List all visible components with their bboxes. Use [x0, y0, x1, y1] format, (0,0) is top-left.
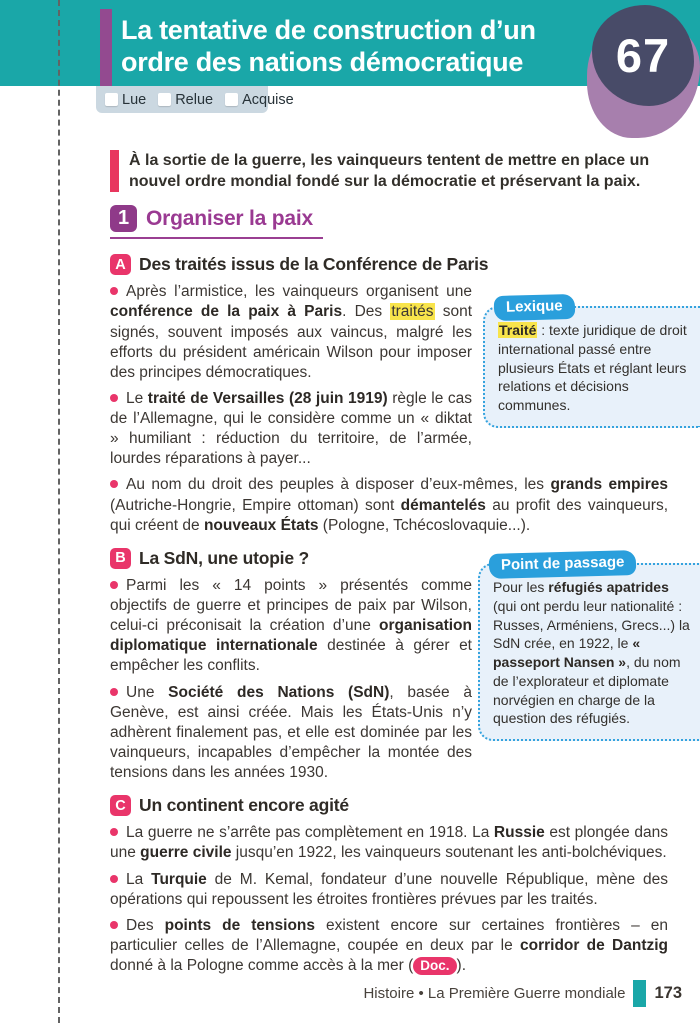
- footer-accent-bar: [633, 980, 646, 1007]
- subsection-b-title: La SdN, une utopie ?: [139, 547, 310, 568]
- checkitem-lue: [105, 92, 146, 108]
- bullet-dot-icon: [110, 581, 118, 589]
- footer-chapter-label: Histoire • La Première Guerre mondiale: [363, 985, 626, 1002]
- checkbox-acquise[interactable]: [225, 93, 238, 106]
- bullet-dot-icon: [110, 480, 118, 488]
- page-footer: [363, 980, 682, 1007]
- page-title-line1: La tentative de construction d’un: [121, 15, 536, 45]
- intro-accent-bar: [110, 150, 119, 192]
- bullet-b2: Une Société des Nations (SdN), basée à Genève, est ainsi créée. Mais les États-Unis n’y adhèrent finalement pas, et elle est dominée par les vainqueurs, incapables d’empêcher la montée des tensions dans les années 1930.: [110, 683, 472, 782]
- footer-page-number: 173: [654, 984, 682, 1002]
- point-de-passage-box: [478, 553, 700, 741]
- subsection-c-title: Un continent encore agité: [139, 795, 349, 816]
- chapter-intro: [110, 150, 668, 192]
- cut-dashed-line: [58, 0, 60, 1023]
- section-1-number: 1: [110, 205, 137, 232]
- progress-checkbar: [96, 86, 294, 113]
- checkbox-lue[interactable]: [105, 93, 118, 106]
- section-1-heading: [110, 205, 323, 239]
- bullet-dot-icon: [110, 921, 118, 929]
- subsection-c-heading: [110, 795, 668, 816]
- checkitem-relue: [158, 92, 213, 108]
- subsection-a-title: Des traités issus de la Conférence de Paris: [139, 254, 489, 275]
- bullet-c3: Des points de tensions existent encore sur certaines frontières – en particulier celles de l’Allemagne, coupée en deux par le corridor de Dantzig donné à la Pologne comme accès à la mer ( Doc. ).: [110, 916, 668, 975]
- checkbox-relue-label: Relue: [175, 91, 214, 108]
- bullet-b1: Parmi les « 14 points » présentés comme objectifs de guerre et principes de paix par Wilson, celui-ci préconisait la création d’une organisation diplomatique internationale destinée à gérer et empêcher les conflits.: [110, 576, 472, 675]
- checkitem-acquise: [225, 92, 294, 108]
- subsection-c-badge: C: [110, 795, 131, 816]
- page-title-line2: ordre des nations démocratique: [121, 46, 524, 77]
- subsection-a-heading: [110, 254, 668, 275]
- checkbox-acquise-label: Acquise: [242, 91, 294, 108]
- point-de-passage-tab: Point de passage: [489, 550, 637, 579]
- bullet-a1: Après l’armistice, les vainqueurs organisent une conférence de la paix à Paris. Des traités sont signés, souvent imposés aux vaincus, malgré les efforts du président américain Wilson pour imposer des principes démocratiques.: [110, 283, 472, 381]
- title-accent-bar: [100, 9, 112, 86]
- bullet-c1: La guerre ne s’arrête pas complètement en 1918. La Russie est plongée dans une guerre civile jusqu’en 1922, les vainqueurs soutenant les anti-bolchéviques.: [110, 824, 668, 862]
- bullet-dot-icon: [110, 287, 118, 295]
- lexique-tab: Lexique: [494, 294, 575, 321]
- intro-text: À la sortie de la guerre, les vainqueurs tentent de mettre en place un nouvel ordre mondial fondé sur la démocratie et préservant la paix.: [129, 152, 650, 191]
- bullet-dot-icon: [110, 875, 118, 883]
- page-title: [121, 15, 536, 78]
- subsection-b-badge: B: [110, 548, 131, 569]
- doc-reference-badge[interactable]: Doc.: [413, 957, 456, 975]
- checkbox-lue-label: Lue: [122, 91, 147, 108]
- bullet-a2: Le traité de Versailles (28 juin 1919) règle le cas de l’Allemagne, qui le considère comme un « diktat » humiliant : réduction du territoire, de l’armée, lourdes réparations à payer...: [110, 389, 472, 468]
- bullet-dot-icon: [110, 394, 118, 402]
- section-1-title: Organiser la paix: [146, 206, 314, 230]
- lexique-content: Traité : texte juridique de droit international passé entre plusieurs États et réglant leurs relations et décisions communes.: [498, 322, 687, 413]
- subsection-a-badge: A: [110, 254, 131, 275]
- lexique-box: [483, 297, 700, 428]
- point-de-passage-content: Pour les réfugiés apatrides (qui ont perdu leur nationalité : Russes, Arméniens, Grecs...) la SdN crée, en 1922, le « passeport Nansen », du nom de l’explorateur et diplomate norvégien en charge de la question des réfugiés.: [493, 579, 690, 727]
- bullet-dot-icon: [110, 828, 118, 836]
- bullet-dot-icon: [110, 688, 118, 696]
- bullet-a3: Au nom du droit des peuples à disposer d’eux-mêmes, les grands empires (Autriche-Hongrie, Empire ottoman) sont démantelés au profit des vainqueurs, qui créent de nouveaux États (Pologne, Tchécoslovaquie...).: [110, 476, 668, 534]
- bullet-c2: La Turquie de M. Kemal, fondateur d’une nouvelle République, mène des opérations qui repoussent les étroites frontières prévues par les traités.: [110, 870, 668, 908]
- checkbox-relue[interactable]: [158, 93, 171, 106]
- chapter-number: 67: [615, 29, 671, 82]
